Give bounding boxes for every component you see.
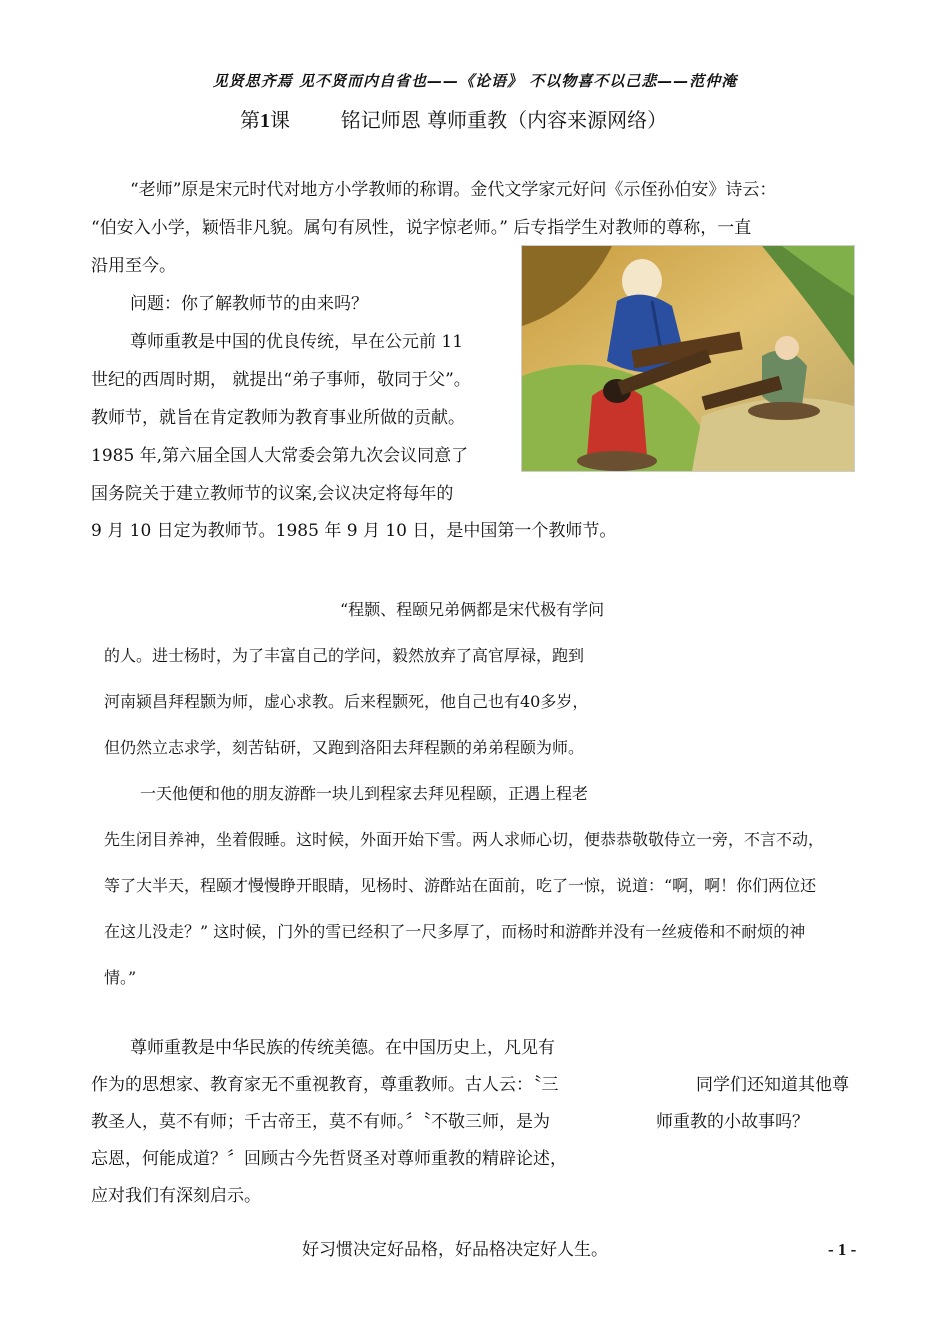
paragraph-line: 1985 年,第六届全国人大常委会第九次会议同意了 [91, 446, 469, 466]
paragraph-line: “老师”原是宋元时代对地方小学教师的称谓。金代文学家元好问《示侄孙伯安》诗云： [130, 180, 777, 200]
lesson-number-prefix: 第 [240, 108, 260, 132]
paragraph-line: 忘恩，何能成道？〞回顾古今先哲贤圣对尊师重教的精辟论述， [91, 1149, 567, 1169]
lesson-number: 1 [260, 110, 270, 132]
lesson-title-text: 铭记师恩 尊师重教（内容来源网络） [340, 108, 668, 132]
page-number: - 1 - [828, 1240, 857, 1259]
story-line: 情。” [104, 968, 137, 987]
paragraph-line: 世纪的西周时期， 就提出“弟子事师，敬同于父”。 [91, 370, 471, 390]
story-line: 但仍然立志求学，刻苦钻研，又跑到洛阳去拜程颢的弟弟程颐为师。 [104, 738, 585, 757]
paragraph-line: 尊师重教是中国的优良传统，早在公元前 11 [130, 332, 464, 352]
illustration-drawing [522, 246, 854, 471]
story-line: 在这儿没走？” 这时候，门外的雪已经积了一尺多厚了，而杨时和游酢并没有一丝疲倦和不耐烦的神 [104, 922, 806, 941]
paragraph-line: 尊师重教是中华民族的传统美德。在中国历史上，凡见有 [130, 1038, 555, 1058]
paragraph-line: 国务院关于建立教师节的议案,会议决定将每年的 [91, 484, 454, 504]
sidebar-question-line: 同学们还知道其他尊 [696, 1075, 849, 1095]
story-line: “程颢、程颐兄弟俩都是宋代极有学问 [340, 600, 605, 619]
footer-motto: 好习惯决定好品格，好品格决定好人生。 [302, 1240, 608, 1260]
question-line: 问题：你了解教师节的由来吗？ [130, 294, 368, 314]
sidebar-question-line: 师重教的小故事吗？ [656, 1112, 809, 1132]
story-line: 的人。进士杨时，为了丰富自己的学问，毅然放弃了高官厚禄，跑到 [104, 646, 585, 665]
paragraph-line: 教师节，就旨在肯定教师为教育事业所做的贡献。 [91, 408, 465, 428]
lesson-number-suffix: 课 [270, 108, 290, 132]
lesson-title [240, 104, 667, 133]
paragraph-line: 9 月 10 日定为教师节。1985 年 9 月 10 日，是中国第一个教师节。 [91, 521, 617, 541]
story-line: 先生闭目养神，坐着假睡。这时候，外面开始下雪。两人求师心切，便恭恭敬敬侍立一旁，不言不动， [104, 830, 825, 849]
story-line: 等了大半天，程颐才慢慢睁开眼睛，见杨时、游酢站在面前，吃了一惊，说道：“啊，啊！你们两位还 [104, 876, 817, 895]
teacher-students-illustration [521, 245, 855, 472]
header-quote: 见贤思齐焉 见不贤而内自省也——《论语》 不以物喜不以己悲——范仲淹 [212, 72, 738, 90]
paragraph-line: 沿用至今。 [91, 256, 176, 276]
paragraph-line: 作为的思想家、教育家无不重视教育，尊重教师。古人云：〝三 [91, 1075, 559, 1095]
story-line: 一天他便和他的朋友游酢一块儿到程家去拜见程颐，正遇上程老 [140, 784, 589, 803]
paragraph-line: 应对我们有深刻启示。 [91, 1186, 261, 1206]
paragraph-line: 教圣人，莫不有师；千古帝王，莫不有师。〞〝不敬三师，是为 [91, 1112, 550, 1132]
story-line: 河南颍昌拜程颢为师，虚心求教。后来程颢死，他自己也有40多岁， [104, 692, 589, 711]
paragraph-line: “伯安入小学，颖悟非凡貌。属句有夙性，说字惊老师。” 后专指学生对教师的尊称，一直 [91, 218, 752, 238]
